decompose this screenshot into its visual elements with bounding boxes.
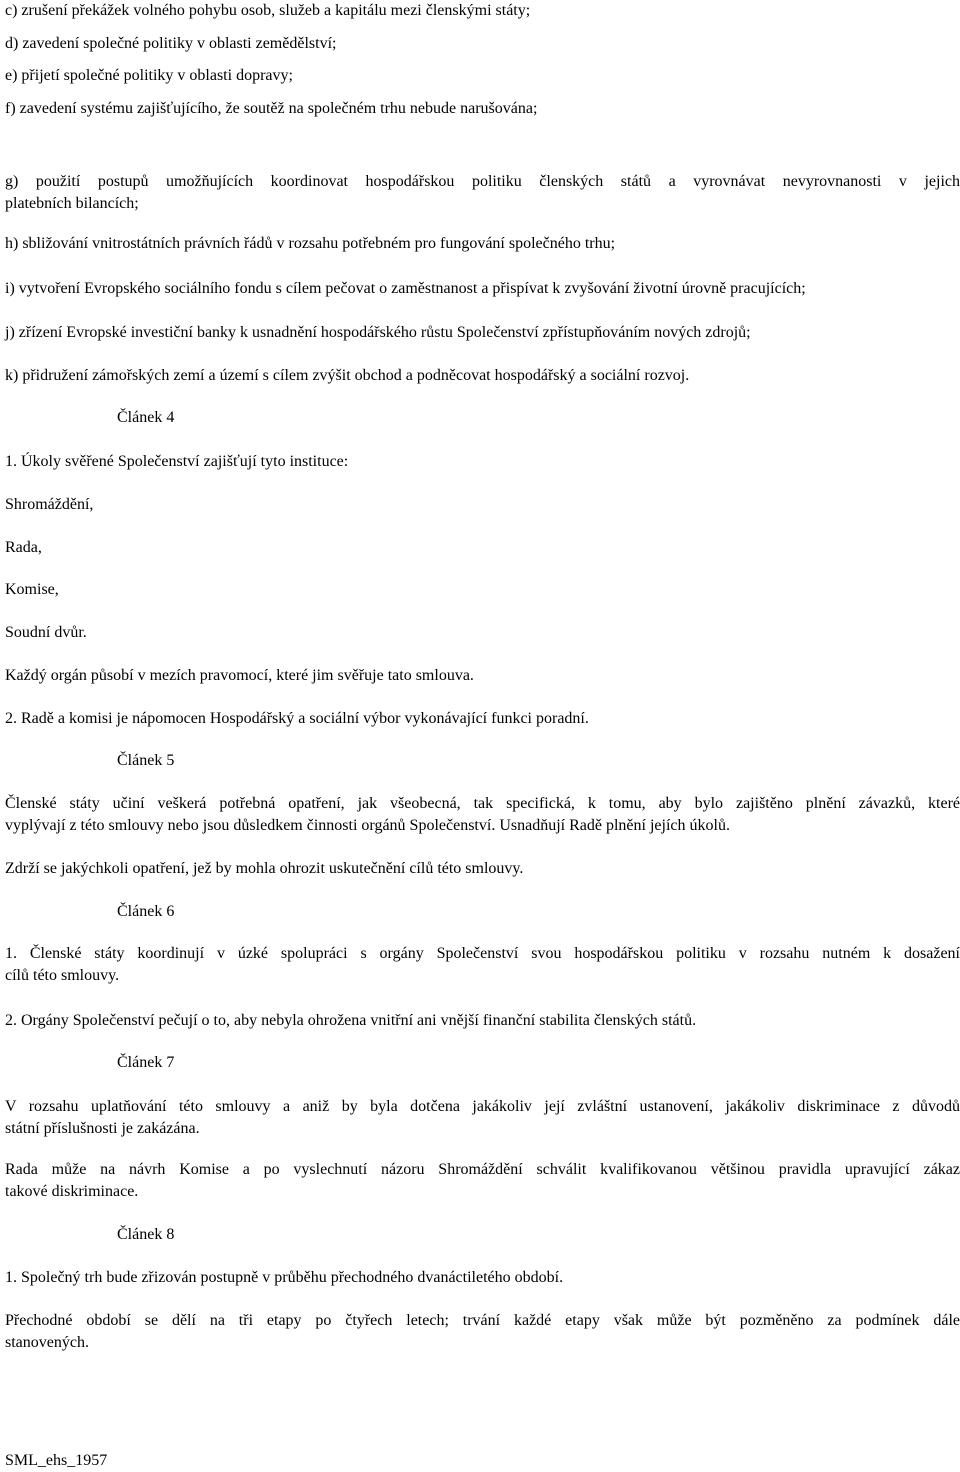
article-8-paragraph-2-line-1: Přechodné období se dělí na tři etapy po čtyřech letech; trvání každé etapy však může být pozměněno za podmínek dále xyxy=(5,1312,960,1329)
item-j: j) zřízení Evropské investiční banky k usnadnění hospodářského růstu Společenství zpřístupňováním nových zdrojů; xyxy=(5,324,751,341)
article-7-paragraph-2-line-1: Rada může na návrh Komise a po vyslechnutí názoru Shromáždění schválit kvalifikovanou většinou pravidla upravující zákaz xyxy=(5,1161,960,1178)
article-6-heading: Článek 6 xyxy=(117,903,175,920)
article-4-paragraph-1: 1. Úkoly svěřené Společenství zajišťují tyto instituce: xyxy=(5,453,349,470)
institution-court: Soudní dvůr. xyxy=(5,624,87,641)
article-6-paragraph-1-line-1: 1. Členské státy koordinují v úzké spolupráci s orgány Společenství svou hospodářskou politiku v rozsahu nutném k dosažení xyxy=(5,945,960,962)
item-g xyxy=(5,171,960,215)
article-7-paragraph-1-line-1: V rozsahu uplatňování této smlouvy a aniž by byla dotčena jakákoliv její zvláštní ustanovení, jakákoliv diskriminace z důvodů xyxy=(5,1098,960,1115)
article-5-paragraph-2: Zdrží se jakýchkoli opatření, jež by mohla ohrozit uskutečnění cílů této smlouvy. xyxy=(5,860,524,877)
item-d: d) zavedení společné politiky v oblasti zemědělství; xyxy=(5,35,337,52)
article-6-paragraph-1 xyxy=(5,943,960,987)
item-c: c) zrušení překážek volného pohybu osob, služeb a kapitálu mezi členskými státy; xyxy=(5,2,531,19)
item-g-line-1: g) použití postupů umožňujících koordinovat hospodářskou politiku členských států a vyrovnávat nevyrovnanosti v jejich xyxy=(5,173,960,190)
item-h: h) sbližování vnitrostátních právních řádů v rozsahu potřebném pro fungování společného trhu; xyxy=(5,235,616,252)
item-k: k) přidružení zámořských zemí a území s cílem zvýšit obchod a podněcovat hospodářský a sociální rozvoj. xyxy=(5,367,690,384)
article-7-paragraph-1 xyxy=(5,1096,960,1140)
article-8-paragraph-1: 1. Společný trh bude zřizován postupně v průběhu přechodného dvanáctiletého období. xyxy=(5,1269,564,1286)
article-7-heading: Článek 7 xyxy=(117,1054,175,1071)
item-f: f) zavedení systému zajišťujícího, že soutěž na společném trhu nebude narušována; xyxy=(5,100,538,117)
article-4-heading: Článek 4 xyxy=(117,409,175,426)
institution-commission: Komise, xyxy=(5,581,59,598)
institution-assembly: Shromáždění, xyxy=(5,496,94,513)
institution-council: Rada, xyxy=(5,539,42,556)
article-7-paragraph-2 xyxy=(5,1159,960,1203)
article-8-heading: Článek 8 xyxy=(117,1226,175,1243)
item-e: e) přijetí společné politiky v oblasti dopravy; xyxy=(5,67,293,84)
article-5-paragraph-1-line-1: Členské státy učiní veškerá potřebná opatření, jak všeobecná, tak specifická, k tomu, aby bylo zajištěno plnění závazků, které xyxy=(5,795,960,812)
article-8-paragraph-2 xyxy=(5,1310,960,1354)
item-i: i) vytvoření Evropského sociálního fondu s cílem pečovat o zaměstnanost a přispívat k zvyšování životní úrovně pracujících; xyxy=(5,280,806,297)
article-8-paragraph-2-line-2: stanovených. xyxy=(5,1334,89,1351)
article-7-paragraph-2-line-2: takové diskriminace. xyxy=(5,1183,139,1200)
item-g-line-2: platebních bilancích; xyxy=(5,195,139,212)
article-4-mandate: Každý orgán působí v mezích pravomocí, které jim svěřuje tato smlouva. xyxy=(5,667,474,684)
article-5-paragraph-1-line-2: vyplývají z této smlouvy nebo jsou důsledkem činnosti orgánů Společenství. Usnadňují Radě plnění jejích úkolů. xyxy=(5,817,730,834)
article-4-paragraph-2: 2. Radě a komisi je nápomocen Hospodářský a sociální výbor vykonávající funkci poradní. xyxy=(5,710,589,727)
article-7-paragraph-1-line-2: státní příslušnosti je zakázána. xyxy=(5,1120,200,1137)
article-6-paragraph-1-line-2: cílů této smlouvy. xyxy=(5,967,120,984)
document-footer-id: SML_ehs_1957 xyxy=(5,1452,108,1469)
article-5-heading: Článek 5 xyxy=(117,752,175,769)
article-6-paragraph-2: 2. Orgány Společenství pečují o to, aby nebyla ohrožena vnitřní ani vnější finanční stabilita členských států. xyxy=(5,1012,697,1029)
article-5-paragraph-1 xyxy=(5,793,960,837)
